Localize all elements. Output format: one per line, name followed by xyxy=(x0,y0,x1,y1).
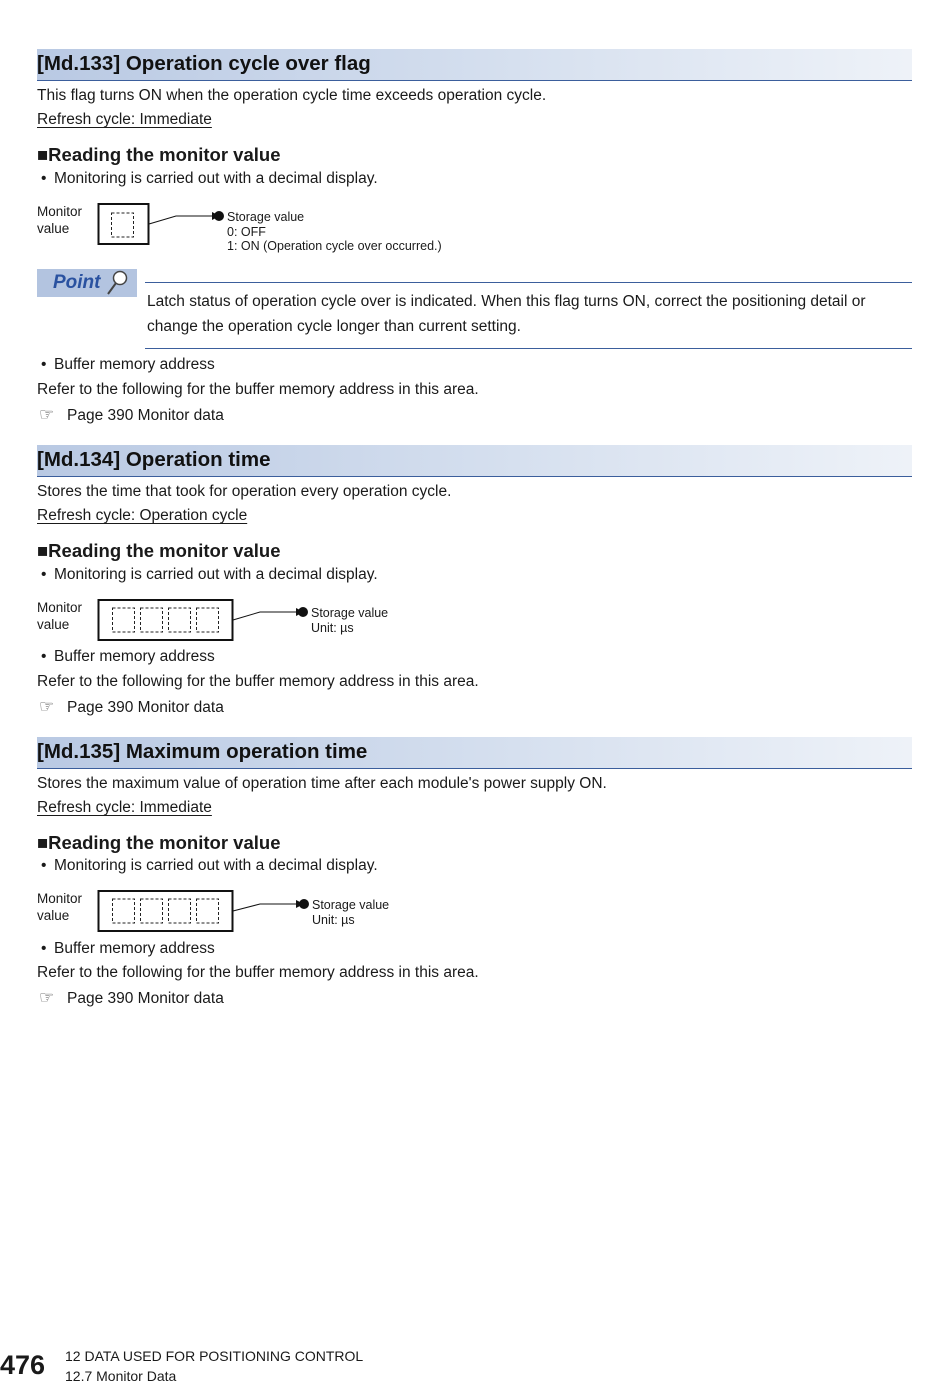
refresh-cycle: Refresh cycle: Immediate xyxy=(37,799,212,816)
storage-value-note: Storage value Unit: µs xyxy=(312,898,390,927)
point-badge: Point xyxy=(37,269,137,297)
section-description: Stores the time that took for operation every operation cycle. xyxy=(37,483,452,500)
point-text-line: Latch status of operation cycle over is indicated. When this flag turns ON, correct the positioning detail or xyxy=(147,293,866,310)
monitor-display-diagram xyxy=(96,200,231,250)
page-reference-link[interactable]: ☞ Page 390 Monitor data xyxy=(39,988,224,1007)
monitor-display-diagram xyxy=(96,596,316,646)
refer-text: Refer to the following for the buffer memory address in this area. xyxy=(37,964,479,981)
pointing-hand-icon: ☞ xyxy=(39,988,55,1007)
list-item: • Buffer memory address xyxy=(41,940,215,957)
list-item: • Monitoring is carried out with a decimal display. xyxy=(41,566,378,583)
storage-value-note: Storage value Unit: µs xyxy=(311,606,389,635)
section-title: [Md.134] Operation time xyxy=(37,448,271,471)
monitor-display-box xyxy=(99,204,149,244)
monitor-label: Monitor value xyxy=(37,891,83,923)
storage-value-note: Storage value 0: OFF 1: ON (Operation cycle over occurred.) xyxy=(227,210,442,253)
section-description: Stores the maximum value of operation time after each module's power supply ON. xyxy=(37,775,607,792)
pointing-hand-icon: ☞ xyxy=(39,405,55,424)
refer-text: Refer to the following for the buffer memory address in this area. xyxy=(37,673,479,690)
section-header-md133 xyxy=(37,49,912,81)
section-title: [Md.133] Operation cycle over flag xyxy=(37,52,371,75)
footer-chapter: 12 DATA USED FOR POSITIONING CONTROL xyxy=(65,1348,364,1364)
monitor-display-box xyxy=(99,600,233,640)
list-item: • Buffer memory address xyxy=(41,356,215,373)
monitor-display-diagram xyxy=(96,887,316,937)
point-top-rule xyxy=(145,282,912,283)
list-item: • Buffer memory address xyxy=(41,648,215,665)
subheading-reading-monitor: ■Reading the monitor value xyxy=(37,832,281,853)
section-title: [Md.135] Maximum operation time xyxy=(37,740,368,763)
page-number: 476 xyxy=(0,1350,46,1380)
page-reference-link[interactable]: ☞ Page 390 Monitor data xyxy=(39,405,224,424)
monitor-display-box xyxy=(99,891,233,931)
list-item: • Monitoring is carried out with a decimal display. xyxy=(41,170,378,187)
monitor-label: Monitor value xyxy=(37,204,83,236)
storage-bullet-icon xyxy=(299,899,309,909)
storage-bullet-icon xyxy=(298,607,308,617)
page-reference-link[interactable]: ☞ Page 390 Monitor data xyxy=(39,697,224,716)
monitor-label: Monitor value xyxy=(37,600,83,632)
subheading-reading-monitor: ■Reading the monitor value xyxy=(37,144,281,165)
storage-bullet-icon xyxy=(214,211,224,221)
pointing-hand-icon: ☞ xyxy=(39,697,55,716)
section-header-md134 xyxy=(37,445,912,477)
refresh-cycle: Refresh cycle: Operation cycle xyxy=(37,507,248,524)
section-header-md135 xyxy=(37,737,912,769)
section-description: This flag turns ON when the operation cycle time exceeds operation cycle. xyxy=(37,87,547,104)
subheading-reading-monitor: ■Reading the monitor value xyxy=(37,540,281,561)
list-item: • Monitoring is carried out with a decimal display. xyxy=(41,857,378,874)
footer-section: 12.7 Monitor Data xyxy=(65,1368,177,1384)
magnifier-icon xyxy=(103,270,133,296)
refer-text: Refer to the following for the buffer memory address in this area. xyxy=(37,381,479,398)
point-text-line: change the operation cycle longer than current setting. xyxy=(147,318,521,335)
point-bottom-rule xyxy=(145,348,912,349)
refresh-cycle: Refresh cycle: Immediate xyxy=(37,111,212,128)
